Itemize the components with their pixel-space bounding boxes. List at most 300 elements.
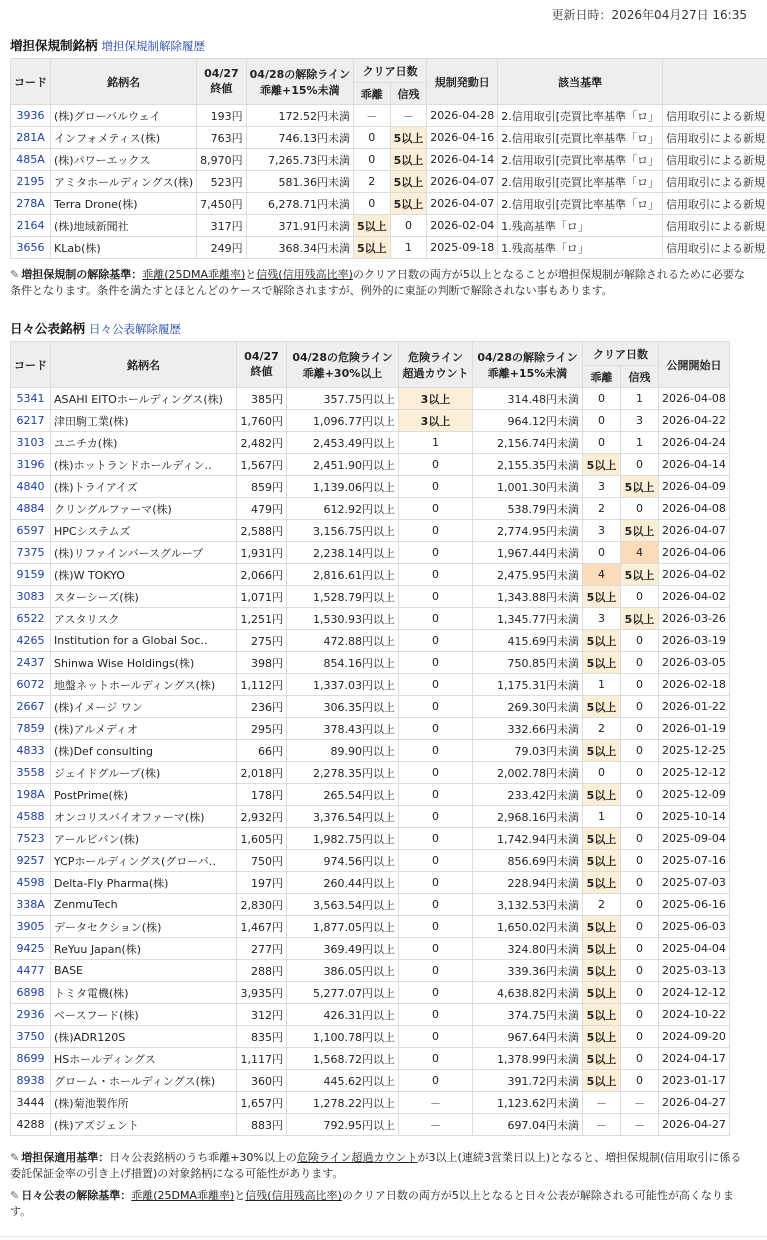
danger-line: 1,139.06円以上 bbox=[287, 476, 399, 498]
criteria: 1.残高基準「ロ」 bbox=[498, 237, 663, 259]
kairi-days: 5以上 bbox=[583, 1004, 621, 1026]
danger-line: 2,238.14円以上 bbox=[287, 542, 399, 564]
release-line: 7,265.73円未満 bbox=[246, 149, 353, 171]
criteria-detail: 信用取引による新規 bbox=[663, 215, 767, 237]
close-price: 2,018円 bbox=[237, 762, 287, 784]
stock-code-link[interactable]: 3750 bbox=[11, 1026, 51, 1048]
stock-code-link[interactable]: 5341 bbox=[11, 388, 51, 410]
zotanpo-table bbox=[10, 58, 767, 259]
danger-count: 0 bbox=[399, 982, 473, 1004]
close-price: 193円 bbox=[197, 105, 247, 127]
table-row bbox=[11, 171, 767, 193]
danger-count: 0 bbox=[399, 894, 473, 916]
shinzan-days: 5以上 bbox=[390, 193, 427, 215]
release-line: 2,002.78円未満 bbox=[473, 762, 583, 784]
kairi-days: 5以上 bbox=[353, 237, 390, 259]
release-line: 967.64円未満 bbox=[473, 1026, 583, 1048]
stock-name: グローム・ホールディングス(株) bbox=[51, 1070, 237, 1092]
col-shinzan[interactable]: 信残 bbox=[390, 83, 427, 105]
section-title-zotanpo bbox=[10, 36, 205, 54]
stock-code-link[interactable]: 2195 bbox=[11, 171, 51, 193]
table-row bbox=[11, 740, 730, 762]
table-row bbox=[11, 542, 730, 564]
pencil-icon: ✎ bbox=[10, 1189, 20, 1202]
stock-code-link[interactable]: 485A bbox=[11, 149, 51, 171]
stock-code-link[interactable]: 4265 bbox=[11, 630, 51, 652]
col-release-line[interactable]: 04/28の解除ライン 乖離+15%未満 bbox=[473, 342, 583, 388]
kairi-days: 5以上 bbox=[583, 828, 621, 850]
table-row bbox=[11, 982, 730, 1004]
shinzan-days: 0 bbox=[621, 894, 659, 916]
table-row bbox=[11, 1004, 730, 1026]
danger-line: 260.44円以上 bbox=[287, 872, 399, 894]
release-line: 1,175.31円未満 bbox=[473, 674, 583, 696]
shinzan-days: 0 bbox=[621, 784, 659, 806]
kairi-days: 0 bbox=[583, 542, 621, 564]
close-price: 1,657円 bbox=[237, 1092, 287, 1114]
shinzan-days: 0 bbox=[390, 215, 427, 237]
shinzan-days: 1 bbox=[621, 388, 659, 410]
note-link-shinzan[interactable]: 信残(信用残高比率) bbox=[256, 268, 353, 281]
stock-code-link[interactable]: 6522 bbox=[11, 608, 51, 630]
stock-code-link[interactable]: 8938 bbox=[11, 1070, 51, 1092]
close-price: 360円 bbox=[237, 1070, 287, 1092]
stock-name: クリングルファーマ(株) bbox=[51, 498, 237, 520]
danger-count: 0 bbox=[399, 740, 473, 762]
table-row bbox=[11, 784, 730, 806]
release-line: 4,638.82円未満 bbox=[473, 982, 583, 1004]
kairi-days: 5以上 bbox=[583, 630, 621, 652]
danger-count: 0 bbox=[399, 872, 473, 894]
stock-name: Institution for a Global Soc‥ bbox=[51, 630, 237, 652]
shinzan-days: 0 bbox=[621, 696, 659, 718]
table-row bbox=[11, 149, 767, 171]
start-date: 2025-12-12 bbox=[659, 762, 730, 784]
danger-line: 612.92円以上 bbox=[287, 498, 399, 520]
stock-name: PostPrime(株) bbox=[51, 784, 237, 806]
release-line: 1,742.94円未満 bbox=[473, 828, 583, 850]
note-label: 増担保規制の解除基準： bbox=[21, 268, 143, 281]
table-row bbox=[11, 806, 730, 828]
danger-count: 0 bbox=[399, 1004, 473, 1026]
danger-count: 3以上 bbox=[399, 388, 473, 410]
start-date: 2026-04-27 bbox=[659, 1092, 730, 1114]
table-row bbox=[11, 1070, 730, 1092]
stock-name: (株)Def consulting bbox=[51, 740, 237, 762]
updated-timestamp: 更新日時：2026年04月27日 16:35 bbox=[551, 8, 747, 22]
danger-line: 5,277.07円以上 bbox=[287, 982, 399, 1004]
close-price: 479円 bbox=[237, 498, 287, 520]
danger-count: 0 bbox=[399, 762, 473, 784]
close-price: 249円 bbox=[197, 237, 247, 259]
shinzan-days: 0 bbox=[621, 652, 659, 674]
release-line: 415.69円未満 bbox=[473, 630, 583, 652]
shinzan-days: 1 bbox=[621, 432, 659, 454]
danger-line: 472.88円以上 bbox=[287, 630, 399, 652]
danger-line: 3,156.75円以上 bbox=[287, 520, 399, 542]
close-price: 312円 bbox=[237, 1004, 287, 1026]
kairi-days: 2 bbox=[353, 171, 390, 193]
stock-code-link[interactable]: 3196 bbox=[11, 454, 51, 476]
stock-name: データセクション(株) bbox=[51, 916, 237, 938]
close-price: 1,117円 bbox=[237, 1048, 287, 1070]
start-date: 2024-04-17 bbox=[659, 1048, 730, 1070]
release-line: 3,132.53円未満 bbox=[473, 894, 583, 916]
shinzan-days: 0 bbox=[621, 762, 659, 784]
section-title-text: 増担保規制銘柄 bbox=[10, 38, 98, 53]
start-date: 2026-01-19 bbox=[659, 718, 730, 740]
release-line: 371.91円未満 bbox=[246, 215, 353, 237]
section-title-hibi bbox=[10, 319, 181, 337]
kairi-days: 5以上 bbox=[583, 960, 621, 982]
close-price: 859円 bbox=[237, 476, 287, 498]
col-kairi[interactable]: 乖離 bbox=[583, 366, 621, 388]
stock-code-link[interactable]: 6898 bbox=[11, 982, 51, 1004]
close-price: 2,932円 bbox=[237, 806, 287, 828]
release-line: 1,001.30円未満 bbox=[473, 476, 583, 498]
close-price: 288円 bbox=[237, 960, 287, 982]
col-kairi[interactable]: 乖離 bbox=[353, 83, 390, 105]
table-row bbox=[11, 652, 730, 674]
stock-name: HSホールディングス bbox=[51, 1048, 237, 1070]
note-link-shinzan[interactable]: 信残(信用残高比率) bbox=[245, 1189, 342, 1202]
close-price: 1,605円 bbox=[237, 828, 287, 850]
criteria-detail: 信用取引による新規 bbox=[663, 149, 767, 171]
kairi-days: 5以上 bbox=[583, 454, 621, 476]
table-row bbox=[11, 762, 730, 784]
table-row bbox=[11, 454, 730, 476]
stock-code-link: 4288 bbox=[11, 1114, 51, 1136]
shinzan-days: 0 bbox=[621, 674, 659, 696]
release-line: 581.36円未満 bbox=[246, 171, 353, 193]
release-line: 2,475.95円未満 bbox=[473, 564, 583, 586]
start-date: 2025-12-09 bbox=[659, 784, 730, 806]
start-date: 2026-04-22 bbox=[659, 410, 730, 432]
shinzan-days: 0 bbox=[621, 630, 659, 652]
table-row bbox=[11, 850, 730, 872]
kairi-days: 5以上 bbox=[583, 850, 621, 872]
shinzan-days: 0 bbox=[621, 982, 659, 1004]
release-line: 339.36円未満 bbox=[473, 960, 583, 982]
stock-code-link[interactable]: 6072 bbox=[11, 674, 51, 696]
stock-name: ベースフード(株) bbox=[51, 1004, 237, 1026]
release-line: 1,378.99円未満 bbox=[473, 1048, 583, 1070]
table-row bbox=[11, 938, 730, 960]
shinzan-days: 0 bbox=[621, 806, 659, 828]
criteria: 2.信用取引[売買比率基準「ロ」 bbox=[498, 193, 663, 215]
danger-line: 386.05円以上 bbox=[287, 960, 399, 982]
footer-divider bbox=[0, 1236, 767, 1237]
shinzan-days: 0 bbox=[621, 916, 659, 938]
pencil-icon: ✎ bbox=[10, 1151, 20, 1164]
danger-line: 1,982.75円以上 bbox=[287, 828, 399, 850]
start-date: 2025-06-16 bbox=[659, 894, 730, 916]
danger-count: 0 bbox=[399, 696, 473, 718]
col-criteria[interactable]: 該当基準 bbox=[498, 59, 663, 105]
criteria: 2.信用取引[売買比率基準「ロ」 bbox=[498, 127, 663, 149]
stock-code-link[interactable]: 4884 bbox=[11, 498, 51, 520]
release-line: 6,278.71円未満 bbox=[246, 193, 353, 215]
kairi-days: 5以上 bbox=[583, 1048, 621, 1070]
start-date: 2025-04-04 bbox=[659, 938, 730, 960]
stock-name: (株)地域新聞社 bbox=[51, 215, 197, 237]
table-row bbox=[11, 630, 730, 652]
close-price: 2,066円 bbox=[237, 564, 287, 586]
start-date: 2024-12-12 bbox=[659, 982, 730, 1004]
stock-code-link[interactable]: 338A bbox=[11, 894, 51, 916]
criteria-detail: 信用取引による新規 bbox=[663, 193, 767, 215]
release-line: 374.75円未満 bbox=[473, 1004, 583, 1026]
start-date: 2025-07-16 bbox=[659, 850, 730, 872]
pencil-icon: ✎ bbox=[10, 268, 20, 281]
stock-name: Delta-Fly Pharma(株) bbox=[51, 872, 237, 894]
danger-line: 306.35円以上 bbox=[287, 696, 399, 718]
stock-code-link[interactable]: 2936 bbox=[11, 1004, 51, 1026]
stock-code-link[interactable]: 2667 bbox=[11, 696, 51, 718]
start-date: 2025-10-14 bbox=[659, 806, 730, 828]
start-date: 2026-03-26 bbox=[659, 608, 730, 630]
zotanpo-history-link[interactable]: 増担保規制解除履歴 bbox=[101, 39, 206, 53]
stock-code-link[interactable]: 2164 bbox=[11, 215, 51, 237]
stock-code-link[interactable]: 9159 bbox=[11, 564, 51, 586]
close-price: 398円 bbox=[237, 652, 287, 674]
table-row bbox=[11, 828, 730, 850]
danger-count: 0 bbox=[399, 1070, 473, 1092]
danger-line: 265.54円以上 bbox=[287, 784, 399, 806]
shinzan-days: 0 bbox=[621, 1026, 659, 1048]
danger-count: 0 bbox=[399, 938, 473, 960]
table-row bbox=[11, 432, 730, 454]
stock-code-link[interactable]: 3558 bbox=[11, 762, 51, 784]
release-line: 1,123.62円未満 bbox=[473, 1092, 583, 1114]
col-price[interactable]: 04/27 終値 bbox=[237, 342, 287, 388]
stock-name: スターシーズ(株) bbox=[51, 586, 237, 608]
stock-code-link[interactable]: 6217 bbox=[11, 410, 51, 432]
criteria: 2.信用取引[売買比率基準「ロ」 bbox=[498, 149, 663, 171]
col-danger-line[interactable]: 04/28の危険ライン 乖離+30%以上 bbox=[287, 342, 399, 388]
close-price: 2,482円 bbox=[237, 432, 287, 454]
table-row bbox=[11, 388, 730, 410]
kairi-days: 2 bbox=[583, 718, 621, 740]
col-start-date[interactable]: 公開開始日 bbox=[659, 342, 730, 388]
table-row bbox=[11, 410, 730, 432]
release-line: 332.66円未満 bbox=[473, 718, 583, 740]
table-row bbox=[11, 586, 730, 608]
stock-code-link[interactable]: 198A bbox=[11, 784, 51, 806]
start-date: 2024-10-22 bbox=[659, 1004, 730, 1026]
start-date: 2026-04-27 bbox=[659, 1114, 730, 1136]
shinzan-days: 1 bbox=[390, 237, 427, 259]
release-line: 697.04円未満 bbox=[473, 1114, 583, 1136]
stock-name: アスタリスク bbox=[51, 608, 237, 630]
start-date: 2026-04-08 bbox=[659, 498, 730, 520]
zotanpo-note: ✎ 増担保規制の解除基準：乖離(25DMA乖離率)と信残(信用残高比率)のクリア日数の両方が5以上となることが増担保規制が解除されるために必要な条件となります。条件を満たすとほとんどのケースで解除されますが、例外的に東証の判断で解除されない事もあります。 bbox=[10, 268, 745, 297]
danger-line: 854.16円以上 bbox=[287, 652, 399, 674]
shinzan-days: 0 bbox=[621, 498, 659, 520]
danger-count: 0 bbox=[399, 828, 473, 850]
danger-count: 1 bbox=[399, 432, 473, 454]
stock-name: アールビバン(株) bbox=[51, 828, 237, 850]
kairi-days: 0 bbox=[583, 432, 621, 454]
release-line: 269.30円未満 bbox=[473, 696, 583, 718]
start-date: 2026-04-06 bbox=[659, 542, 730, 564]
stock-code-link[interactable]: 7375 bbox=[11, 542, 51, 564]
note-link-danger-count[interactable]: 危険ライン超過カウント bbox=[296, 1151, 418, 1164]
stock-name: オンコリスバイオファーマ(株) bbox=[51, 806, 237, 828]
danger-line: 974.56円以上 bbox=[287, 850, 399, 872]
criteria-detail: 信用取引による新規 bbox=[663, 127, 767, 149]
stock-code-link[interactable]: 4840 bbox=[11, 476, 51, 498]
stock-code-link[interactable]: 3905 bbox=[11, 916, 51, 938]
close-price: 1,251円 bbox=[237, 608, 287, 630]
shinzan-days: 5以上 bbox=[390, 171, 427, 193]
stock-code-link[interactable]: 3083 bbox=[11, 586, 51, 608]
stock-code-link[interactable]: 278A bbox=[11, 193, 51, 215]
stock-code-link[interactable]: 3656 bbox=[11, 237, 51, 259]
stock-name: (株)アズジェント bbox=[51, 1114, 237, 1136]
start-date: 2025-12-25 bbox=[659, 740, 730, 762]
kairi-days: 0 bbox=[353, 149, 390, 171]
close-price: 883円 bbox=[237, 1114, 287, 1136]
kairi-days: 5以上 bbox=[583, 740, 621, 762]
stock-code-link[interactable]: 9257 bbox=[11, 850, 51, 872]
shinzan-days: 0 bbox=[621, 872, 659, 894]
shinzan-days: 0 bbox=[621, 454, 659, 476]
stock-code-link: 3444 bbox=[11, 1092, 51, 1114]
danger-count: 0 bbox=[399, 850, 473, 872]
shinzan-days: 5以上 bbox=[621, 476, 659, 498]
col-danger-count[interactable]: 危険ライン 超過カウント bbox=[399, 342, 473, 388]
col-code[interactable]: コード bbox=[11, 342, 51, 388]
start-date: 2026-04-02 bbox=[659, 586, 730, 608]
shinzan-days: 0 bbox=[621, 586, 659, 608]
kairi-days: 5以上 bbox=[583, 1026, 621, 1048]
note-link-kairi[interactable]: 乖離(25DMA乖離率) bbox=[142, 268, 246, 281]
stock-code-link[interactable]: 4598 bbox=[11, 872, 51, 894]
stock-code-link[interactable]: 6597 bbox=[11, 520, 51, 542]
col-name[interactable]: 銘柄名 bbox=[51, 59, 197, 105]
shinzan-days: 0 bbox=[621, 718, 659, 740]
col-release-line[interactable]: 04/28の解除ライン 乖離+15%未満 bbox=[246, 59, 353, 105]
stock-name: (株)トライアイズ bbox=[51, 476, 237, 498]
kairi-days: 5以上 bbox=[583, 652, 621, 674]
table-row bbox=[11, 872, 730, 894]
table-row bbox=[11, 215, 767, 237]
stock-code-link[interactable]: 7523 bbox=[11, 828, 51, 850]
kairi-days: － bbox=[583, 1114, 621, 1136]
stock-name: (株)グローバルウェイ bbox=[51, 105, 197, 127]
criteria-detail: 信用取引による新規 bbox=[663, 171, 767, 193]
close-price: 1,760円 bbox=[237, 410, 287, 432]
kairi-days: 5以上 bbox=[583, 784, 621, 806]
stock-name: YCPホールディングス(グローバ‥ bbox=[51, 850, 237, 872]
regulation-date: 2025-09-18 bbox=[427, 237, 498, 259]
stock-name: ジェイドグループ(株) bbox=[51, 762, 237, 784]
shinzan-days: 0 bbox=[621, 828, 659, 850]
shinzan-days: 0 bbox=[621, 850, 659, 872]
shinzan-days: － bbox=[390, 105, 427, 127]
col-shinzan[interactable]: 信残 bbox=[621, 366, 659, 388]
close-price: 8,970円 bbox=[197, 149, 247, 171]
danger-line: 792.95円以上 bbox=[287, 1114, 399, 1136]
stock-code-link[interactable]: 4833 bbox=[11, 740, 51, 762]
stock-code-link[interactable]: 4477 bbox=[11, 960, 51, 982]
kairi-days: 5以上 bbox=[583, 916, 621, 938]
note-link-kairi[interactable]: 乖離(25DMA乖離率) bbox=[131, 1189, 235, 1202]
kairi-days: 2 bbox=[583, 894, 621, 916]
shinzan-days: 0 bbox=[621, 938, 659, 960]
release-line: 750.85円未満 bbox=[473, 652, 583, 674]
kairi-days: 0 bbox=[583, 762, 621, 784]
shinzan-days: 0 bbox=[621, 960, 659, 982]
stock-code-link[interactable]: 7859 bbox=[11, 718, 51, 740]
danger-count: 0 bbox=[399, 542, 473, 564]
release-line: 1,345.77円未満 bbox=[473, 608, 583, 630]
stock-name: ZenmuTech bbox=[51, 894, 237, 916]
release-line: 368.34円未満 bbox=[246, 237, 353, 259]
close-price: 385円 bbox=[237, 388, 287, 410]
close-price: 1,467円 bbox=[237, 916, 287, 938]
regulation-date: 2026-04-28 bbox=[427, 105, 498, 127]
stock-name: (株)W TOKYO bbox=[51, 564, 237, 586]
start-date: 2026-04-07 bbox=[659, 520, 730, 542]
hibi-table bbox=[10, 341, 730, 1136]
danger-line: 357.75円以上 bbox=[287, 388, 399, 410]
stock-code-link[interactable]: 2437 bbox=[11, 652, 51, 674]
kairi-days: 5以上 bbox=[583, 586, 621, 608]
danger-line: 1,528.79円以上 bbox=[287, 586, 399, 608]
danger-line: 2,451.90円以上 bbox=[287, 454, 399, 476]
close-price: 66円 bbox=[237, 740, 287, 762]
col-date[interactable]: 規制発動日 bbox=[427, 59, 498, 105]
col-price[interactable]: 04/27 終値 bbox=[197, 59, 247, 105]
release-line: 746.13円未満 bbox=[246, 127, 353, 149]
stock-code-link[interactable]: 8699 bbox=[11, 1048, 51, 1070]
danger-line: 1,568.72円以上 bbox=[287, 1048, 399, 1070]
shinzan-days: － bbox=[621, 1114, 659, 1136]
danger-count: 0 bbox=[399, 1048, 473, 1070]
col-code[interactable]: コード bbox=[11, 59, 51, 105]
shinzan-days: 0 bbox=[621, 740, 659, 762]
stock-name: (株)菊池製作所 bbox=[51, 1092, 237, 1114]
regulation-date: 2026-04-07 bbox=[427, 171, 498, 193]
col-clear-days: クリア日数 bbox=[583, 342, 659, 366]
stock-code-link[interactable]: 4588 bbox=[11, 806, 51, 828]
kairi-days: 3 bbox=[583, 520, 621, 542]
stock-code-link[interactable]: 3936 bbox=[11, 105, 51, 127]
kairi-days: 5以上 bbox=[583, 938, 621, 960]
stock-code-link[interactable]: 3103 bbox=[11, 432, 51, 454]
danger-count: 0 bbox=[399, 476, 473, 498]
stock-name: ユニチカ(株) bbox=[51, 432, 237, 454]
start-date: 2025-03-13 bbox=[659, 960, 730, 982]
hibi-history-link[interactable]: 日々公表解除履歴 bbox=[89, 322, 182, 336]
release-line: 1,650.02円未満 bbox=[473, 916, 583, 938]
col-name[interactable]: 銘柄名 bbox=[51, 342, 237, 388]
release-line: 1,343.88円未満 bbox=[473, 586, 583, 608]
table-row bbox=[11, 696, 730, 718]
close-price: 7,450円 bbox=[197, 193, 247, 215]
stock-name: Shinwa Wise Holdings(株) bbox=[51, 652, 237, 674]
kairi-days: 0 bbox=[583, 388, 621, 410]
start-date: 2025-06-03 bbox=[659, 916, 730, 938]
kairi-days: － bbox=[353, 105, 390, 127]
start-date: 2026-04-08 bbox=[659, 388, 730, 410]
stock-code-link[interactable]: 9425 bbox=[11, 938, 51, 960]
stock-code-link[interactable]: 281A bbox=[11, 127, 51, 149]
table-row bbox=[11, 608, 730, 630]
danger-count: 0 bbox=[399, 520, 473, 542]
